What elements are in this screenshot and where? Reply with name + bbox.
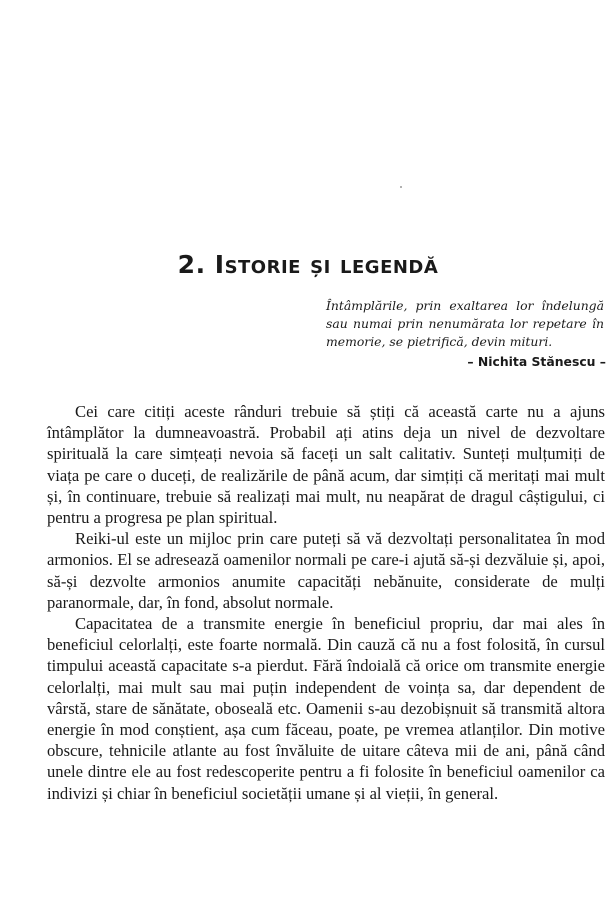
chapter-title: 2. Istorie și legendă <box>177 250 439 279</box>
epigraph-quote: Întâmplările, prin exaltarea lor îndelungă sau numai prin nenumărata lor repetare în memorie, se pietrifică, devin mituri. <box>326 298 604 349</box>
print-speck <box>400 186 402 188</box>
epigraph-author: – Nichita Stănescu – <box>467 354 606 369</box>
body-text <box>47 401 605 804</box>
paragraph: Capacitatea de a transmite energie în beneficiul propriu, dar mai ales în beneficiul celorlalți, este foarte normală. Din cauză că nu a fost folosită, în cursul timpului această capacitate s-a pierdut. Fără îndoială că orice om transmite energie celorlalți, mai mult sau mai puțin independent de voința sa, dar dependent de vârstă, stare de sănătate, oboseală etc. Oamenii s-au dezobișnuit să transmită altora energie în mod conștient, așa cum făceau, poate, pe vremea atlanților. Din motive obscure, tehnicile atlante au fost învăluite de uitare câteva mii de ani, până când unele dintre ele au fost redescoperite pentru a fi folosite în beneficiul oamenilor ca indivizi și chiar în beneficiul societății umane și al vieții, în general. <box>47 614 605 803</box>
paragraph: Cei care citiți aceste rânduri trebuie să știți că această carte nu a ajuns întâmplător la dumneavoastră. Probabil ați atins deja un nivel de dezvoltare spirituală la care simțeați nevoia să faceți un salt calitativ. Sunteți mulțumiți de viața pe care o duceți, de realizările de până acum, dar simțiți că meritați mai mult și, în continuare, trebuie să realizați mai mult, nu neapărat de dragul câștigului, ci pentru a progresa pe plan spiritual. <box>47 402 605 528</box>
paragraph: Reiki-ul este un mijloc prin care puteți să vă dezvoltați personalitatea în mod armonios. El se adresează oamenilor normali pe care-i ajută să-și dezvăluie și, apoi, să-și dezvolte armonios anumite capacități nebănuite, considerate de mulți paranormale, dar, în fond, absolut normale. <box>47 529 605 612</box>
